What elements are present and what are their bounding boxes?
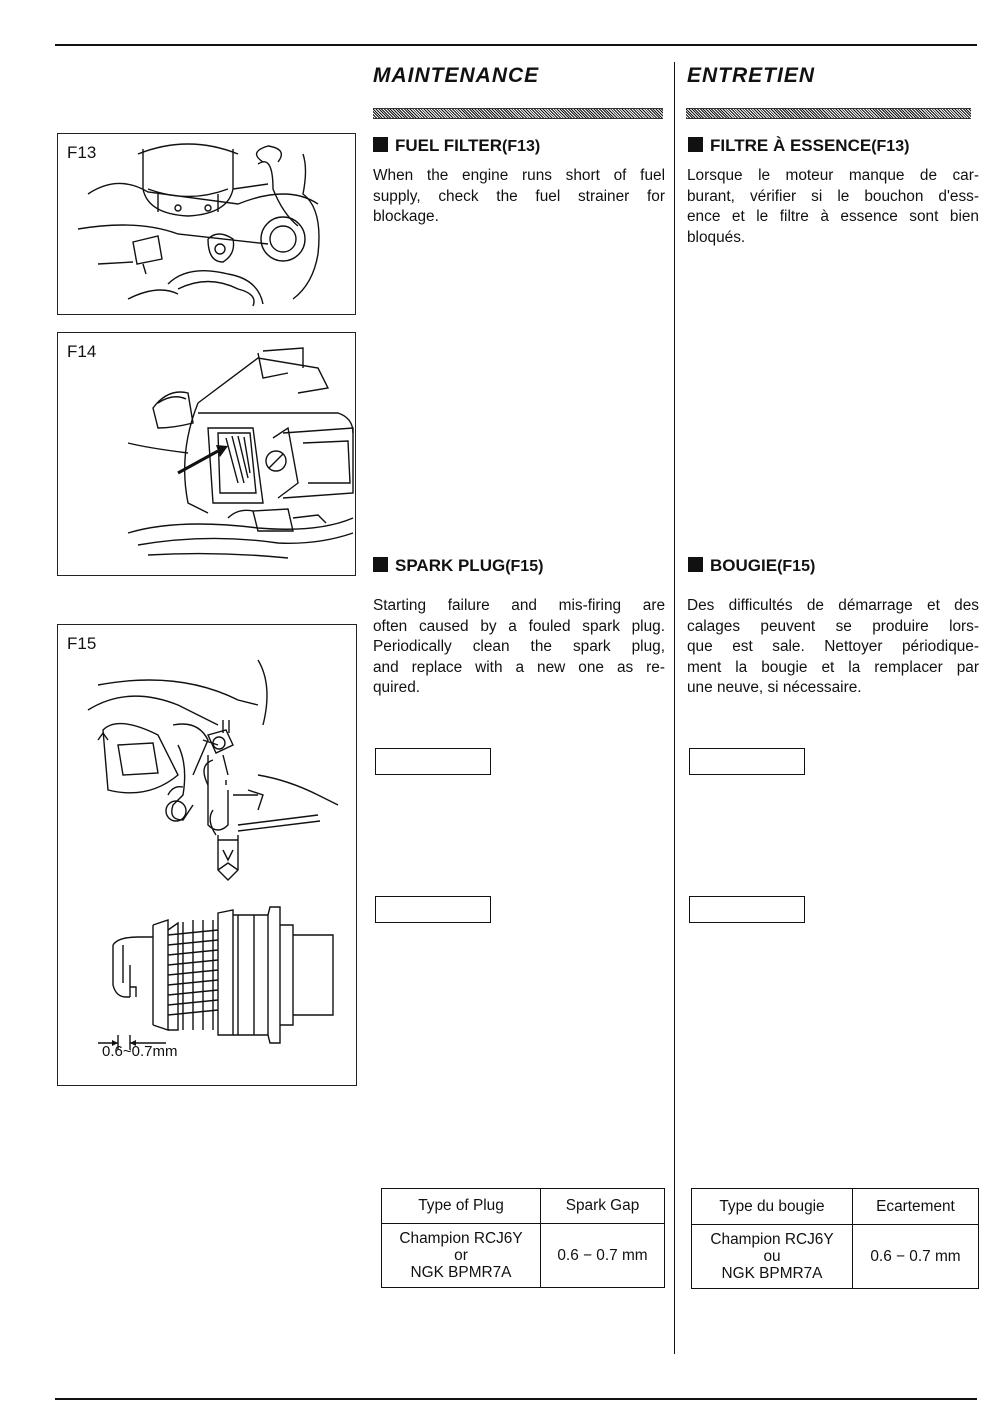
text-line: Periodically clean the spark plug,	[373, 638, 665, 655]
table-header: Ecartement	[853, 1189, 979, 1225]
section-title-spark-plug-en	[373, 556, 543, 576]
bullet-square-icon	[688, 137, 703, 152]
text-line: Starting failure and mis-firing are	[373, 597, 665, 614]
spark-plug-wrench-icon	[58, 625, 356, 1085]
text-line: When the engine runs short of fuel	[373, 167, 665, 184]
top-rule	[55, 44, 977, 46]
section-title-text: BOUGIE	[710, 556, 778, 575]
text-line: ment la bougie et la remplacer par	[687, 658, 979, 676]
plug-line: ou	[763, 1248, 781, 1265]
text-line: ence et le filtre à essence sont bien	[687, 208, 979, 225]
text-line: and replace with a new one as re-	[373, 658, 665, 676]
plug-line: NGK BPMR7A	[410, 1264, 512, 1281]
text-line: blockage.	[373, 208, 439, 225]
bottom-rule	[55, 1398, 977, 1400]
text-line: bloqués.	[687, 228, 746, 246]
section-title-text: FUEL FILTER	[395, 136, 503, 155]
section-title-ref: (F15)	[505, 558, 544, 575]
section-title-fuel-filter-fr	[688, 136, 909, 156]
section-title-spark-plug-fr	[688, 556, 815, 576]
paragraph-fuel-filter-en	[373, 166, 665, 228]
figure-f15	[57, 624, 357, 1086]
figure-label: F13	[67, 143, 97, 162]
text-line: Des difficultés de démarrage et des	[687, 597, 979, 614]
text-line: calages peuvent se produire lors-	[687, 617, 979, 635]
section-title-fuel-filter-en	[373, 136, 540, 156]
text-line: supply, check the fuel strainer for	[373, 187, 665, 205]
text-line: que est sale. Nettoyer périodique-	[687, 638, 979, 655]
plug-line: Champion RCJ6Y	[710, 1231, 834, 1248]
column-divider	[674, 62, 675, 1354]
fuel-strainer-arrow-icon	[58, 333, 355, 575]
section-title-ref: (F13)	[871, 138, 910, 155]
table-header: Spark Gap	[541, 1189, 665, 1224]
text-line: une neuve, si nécessaire.	[687, 679, 862, 696]
table-cell-plug	[692, 1225, 853, 1289]
table-cell-gap: 0.6 − 0.7 mm	[853, 1225, 979, 1289]
empty-label-box	[689, 748, 805, 775]
heading-hatch-right	[686, 108, 971, 119]
bullet-square-icon	[373, 137, 388, 152]
carburetor-fuel-cap-icon	[58, 134, 355, 314]
figure-label: F14	[67, 342, 97, 361]
bullet-square-icon	[688, 557, 703, 572]
empty-label-box	[689, 896, 805, 923]
plug-line: Champion RCJ6Y	[399, 1230, 523, 1247]
paragraph-fuel-filter-fr	[687, 166, 979, 248]
table-cell-plug	[382, 1224, 541, 1288]
section-title-ref: (F15)	[777, 558, 816, 575]
bullet-square-icon	[373, 557, 388, 572]
section-title-ref: (F13)	[502, 138, 541, 155]
figure-f14	[57, 332, 356, 576]
paragraph-spark-plug-en	[373, 596, 665, 699]
text-line: Lorsque le moteur manque de car-	[687, 167, 979, 184]
section-title-text: FILTRE À ESSENCE	[710, 136, 872, 155]
text-line: burant, vérifier si le bouchon d'ess-	[687, 187, 979, 205]
heading-entretien: ENTRETIEN	[687, 64, 816, 87]
text-line: quired.	[373, 679, 421, 696]
plug-line: or	[454, 1247, 468, 1264]
empty-label-box	[375, 896, 491, 923]
section-title-text: SPARK PLUG	[395, 556, 506, 575]
gap-label: 0.6~0.7mm	[102, 1043, 178, 1060]
text-line: often caused by a fouled spark plug.	[373, 617, 665, 635]
figure-label: F15	[67, 634, 97, 653]
table-cell-gap: 0.6 − 0.7 mm	[541, 1224, 665, 1288]
paragraph-spark-plug-fr	[687, 596, 979, 699]
spark-plug-spec-table-fr	[691, 1188, 979, 1289]
table-header: Type of Plug	[382, 1189, 541, 1224]
figure-f13	[57, 133, 356, 315]
heading-hatch-left	[373, 108, 663, 119]
heading-maintenance: MAINTENANCE	[373, 64, 540, 87]
plug-line: NGK BPMR7A	[721, 1265, 823, 1282]
spark-plug-spec-table-en	[381, 1188, 665, 1288]
table-header: Type du bougie	[692, 1189, 853, 1225]
empty-label-box	[375, 748, 491, 775]
